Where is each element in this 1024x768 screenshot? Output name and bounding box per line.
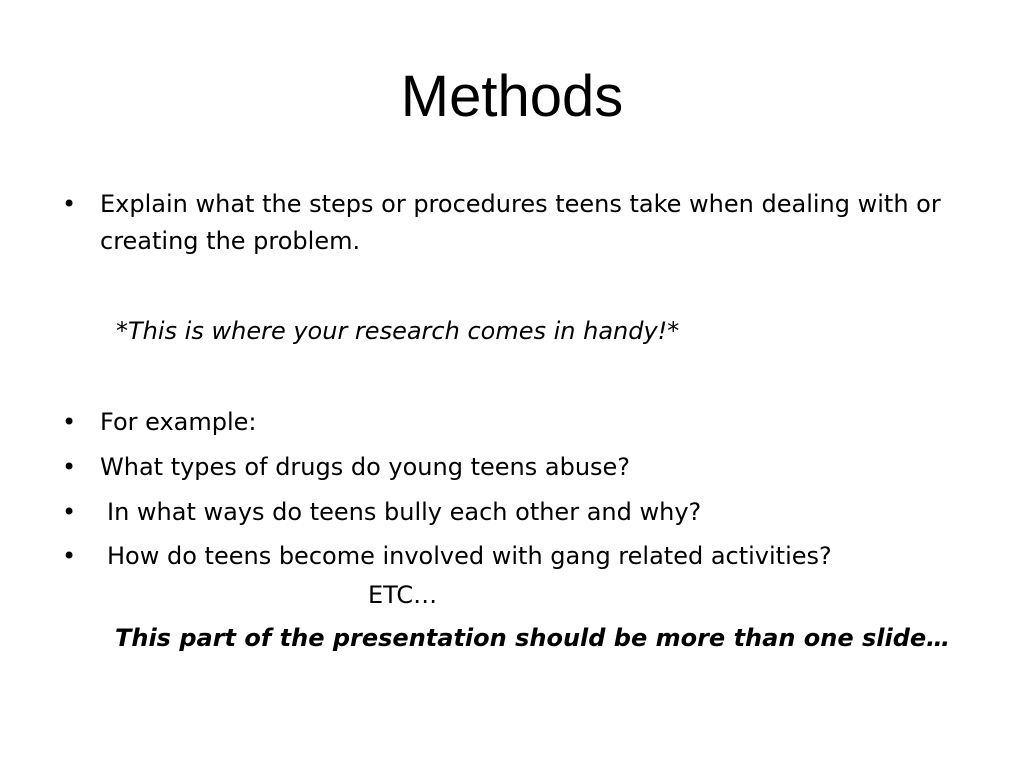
bullet-item — [62, 494, 962, 531]
bullet-item — [62, 538, 962, 575]
bullet-point-icon: • — [62, 498, 77, 526]
bullet-text: Explain what the steps or procedures teens take when dealing with or creating the problem. — [100, 190, 941, 255]
bullet-text: In what ways do teens bully each other and why? — [107, 498, 702, 526]
bullet-item — [62, 449, 962, 486]
research-note: *This is where your research comes in handy!* — [116, 317, 680, 345]
slide-title: Methods — [400, 64, 624, 129]
bullet-text: What types of drugs do young teens abuse? — [100, 453, 631, 481]
bullet-text: For example: — [100, 408, 257, 436]
closing-note: This part of the presentation should be more than one slide… — [115, 624, 951, 652]
bullet-point-icon: • — [62, 542, 77, 570]
etc-text: ETC… — [368, 581, 438, 609]
bullet-point-icon: • — [62, 453, 77, 481]
bullet-point-icon: • — [62, 408, 77, 436]
bullet-text: How do teens become involved with gang related activities? — [107, 542, 832, 570]
bullet-item — [62, 404, 962, 441]
bullet-item — [62, 186, 962, 266]
bullet-point-icon: • — [62, 190, 77, 218]
